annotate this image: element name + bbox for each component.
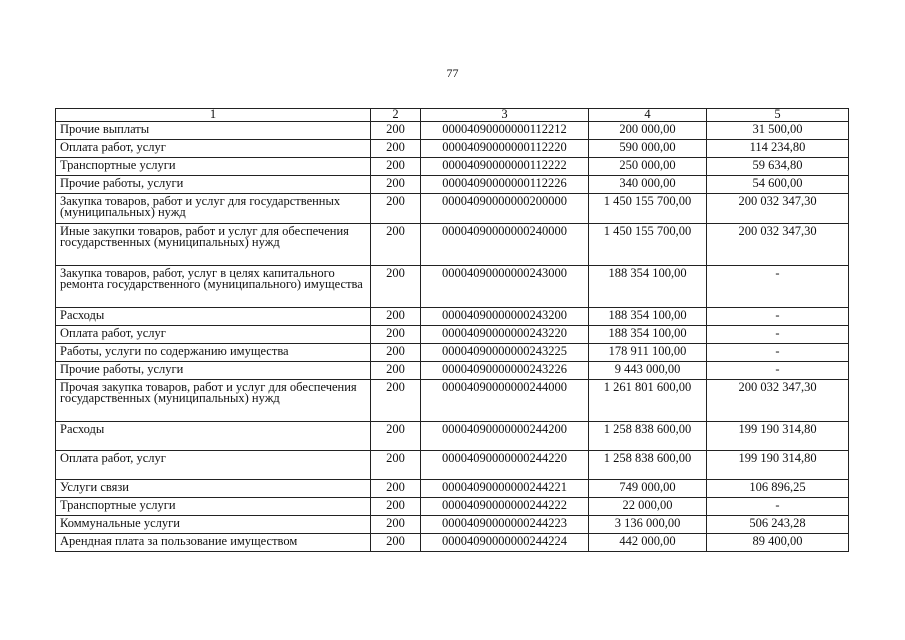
row-amount: 442 000,00	[589, 534, 707, 552]
row-name: Услуги связи	[56, 480, 371, 498]
row-name: Закупка товаров, работ, услуг в целях капитального ремонта государственного (муниципального) имущества	[56, 266, 371, 308]
row-col2: 200	[371, 362, 421, 380]
row-name: Прочие выплаты	[56, 122, 371, 140]
header-row	[56, 109, 849, 122]
row-amount-executed: -	[707, 362, 849, 380]
table-row	[56, 498, 849, 516]
row-code: 00004090000000244221	[421, 480, 589, 498]
row-amount: 178 911 100,00	[589, 344, 707, 362]
row-amount: 1 450 155 700,00	[589, 224, 707, 266]
table-row	[56, 158, 849, 176]
row-col2: 200	[371, 266, 421, 308]
row-col2: 200	[371, 380, 421, 422]
row-col2: 200	[371, 308, 421, 326]
page-number: 77	[446, 66, 459, 80]
row-amount: 9 443 000,00	[589, 362, 707, 380]
row-name: Прочие работы, услуги	[56, 362, 371, 380]
table-row	[56, 480, 849, 498]
row-code: 00004090000000244224	[421, 534, 589, 552]
row-code: 00004090000000243200	[421, 308, 589, 326]
row-amount-executed: -	[707, 266, 849, 308]
row-amount: 1 258 838 600,00	[589, 451, 707, 480]
row-amount: 250 000,00	[589, 158, 707, 176]
row-code: 00004090000000243220	[421, 326, 589, 344]
column-header-2: 2	[371, 109, 421, 122]
row-amount: 200 000,00	[589, 122, 707, 140]
row-amount-executed: 31 500,00	[707, 122, 849, 140]
row-amount-executed: 199 190 314,80	[707, 451, 849, 480]
row-amount-executed: -	[707, 498, 849, 516]
row-code: 00004090000000112226	[421, 176, 589, 194]
column-header-3: 3	[421, 109, 589, 122]
row-amount-executed: 89 400,00	[707, 534, 849, 552]
row-code: 00004090000000243226	[421, 362, 589, 380]
row-code: 00004090000000244222	[421, 498, 589, 516]
row-name: Расходы	[56, 308, 371, 326]
row-code: 00004090000000112220	[421, 140, 589, 158]
row-amount: 590 000,00	[589, 140, 707, 158]
row-name: Расходы	[56, 422, 371, 451]
row-name: Иные закупки товаров, работ и услуг для обеспечения государственных (муниципальных) нужд	[56, 224, 371, 266]
row-col2: 200	[371, 194, 421, 224]
row-name: Оплата работ, услуг	[56, 140, 371, 158]
row-amount-executed: -	[707, 308, 849, 326]
table-row	[56, 534, 849, 552]
table-row	[56, 422, 849, 451]
table-row	[56, 224, 849, 266]
table-row	[56, 326, 849, 344]
row-name: Прочие работы, услуги	[56, 176, 371, 194]
table-row	[56, 122, 849, 140]
row-code: 00004090000000244200	[421, 422, 589, 451]
row-col2: 200	[371, 122, 421, 140]
row-code: 00004090000000244220	[421, 451, 589, 480]
row-amount: 340 000,00	[589, 176, 707, 194]
row-name: Транспортные услуги	[56, 158, 371, 176]
table-row	[56, 516, 849, 534]
row-col2: 200	[371, 516, 421, 534]
row-col2: 200	[371, 451, 421, 480]
row-amount: 188 354 100,00	[589, 266, 707, 308]
row-col2: 200	[371, 140, 421, 158]
row-amount: 22 000,00	[589, 498, 707, 516]
row-amount: 749 000,00	[589, 480, 707, 498]
row-col2: 200	[371, 344, 421, 362]
row-name: Прочая закупка товаров, работ и услуг для обеспечения государственных (муниципальных) нужд	[56, 380, 371, 422]
row-amount-executed: 199 190 314,80	[707, 422, 849, 451]
row-amount-executed: 59 634,80	[707, 158, 849, 176]
row-amount: 3 136 000,00	[589, 516, 707, 534]
row-code: 00004090000000244000	[421, 380, 589, 422]
table-row	[56, 266, 849, 308]
row-amount: 188 354 100,00	[589, 308, 707, 326]
row-amount: 188 354 100,00	[589, 326, 707, 344]
row-amount-executed: 506 243,28	[707, 516, 849, 534]
column-header-4: 4	[589, 109, 707, 122]
row-name: Оплата работ, услуг	[56, 451, 371, 480]
table-row	[56, 362, 849, 380]
row-col2: 200	[371, 224, 421, 266]
row-code: 00004090000000200000	[421, 194, 589, 224]
row-code: 00004090000000112222	[421, 158, 589, 176]
table-row	[56, 194, 849, 224]
row-name: Работы, услуги по содержанию имущества	[56, 344, 371, 362]
row-col2: 200	[371, 480, 421, 498]
row-amount-executed: 200 032 347,30	[707, 224, 849, 266]
table-row	[56, 176, 849, 194]
column-header-1: 1	[56, 109, 371, 122]
row-code: 00004090000000240000	[421, 224, 589, 266]
table-row	[56, 140, 849, 158]
row-amount-executed: 106 896,25	[707, 480, 849, 498]
row-amount-executed: -	[707, 344, 849, 362]
row-name: Закупка товаров, работ и услуг для государственных (муниципальных) нужд	[56, 194, 371, 224]
row-col2: 200	[371, 498, 421, 516]
row-name: Транспортные услуги	[56, 498, 371, 516]
table-row	[56, 308, 849, 326]
table-row	[56, 344, 849, 362]
row-amount-executed: 200 032 347,30	[707, 380, 849, 422]
column-header-5: 5	[707, 109, 849, 122]
row-amount-executed: 114 234,80	[707, 140, 849, 158]
row-amount-executed: 200 032 347,30	[707, 194, 849, 224]
row-amount-executed: 54 600,00	[707, 176, 849, 194]
table-row	[56, 451, 849, 480]
row-col2: 200	[371, 158, 421, 176]
row-code: 00004090000000244223	[421, 516, 589, 534]
row-name: Коммунальные услуги	[56, 516, 371, 534]
budget-table	[55, 108, 849, 552]
row-amount-executed: -	[707, 326, 849, 344]
row-amount: 1 261 801 600,00	[589, 380, 707, 422]
row-name: Оплата работ, услуг	[56, 326, 371, 344]
row-col2: 200	[371, 534, 421, 552]
row-name: Арендная плата за пользование имуществом	[56, 534, 371, 552]
table-row	[56, 380, 849, 422]
row-code: 00004090000000243225	[421, 344, 589, 362]
row-code: 00004090000000243000	[421, 266, 589, 308]
row-col2: 200	[371, 176, 421, 194]
row-col2: 200	[371, 422, 421, 451]
row-code: 00004090000000112212	[421, 122, 589, 140]
row-amount: 1 258 838 600,00	[589, 422, 707, 451]
row-amount: 1 450 155 700,00	[589, 194, 707, 224]
row-col2: 200	[371, 326, 421, 344]
